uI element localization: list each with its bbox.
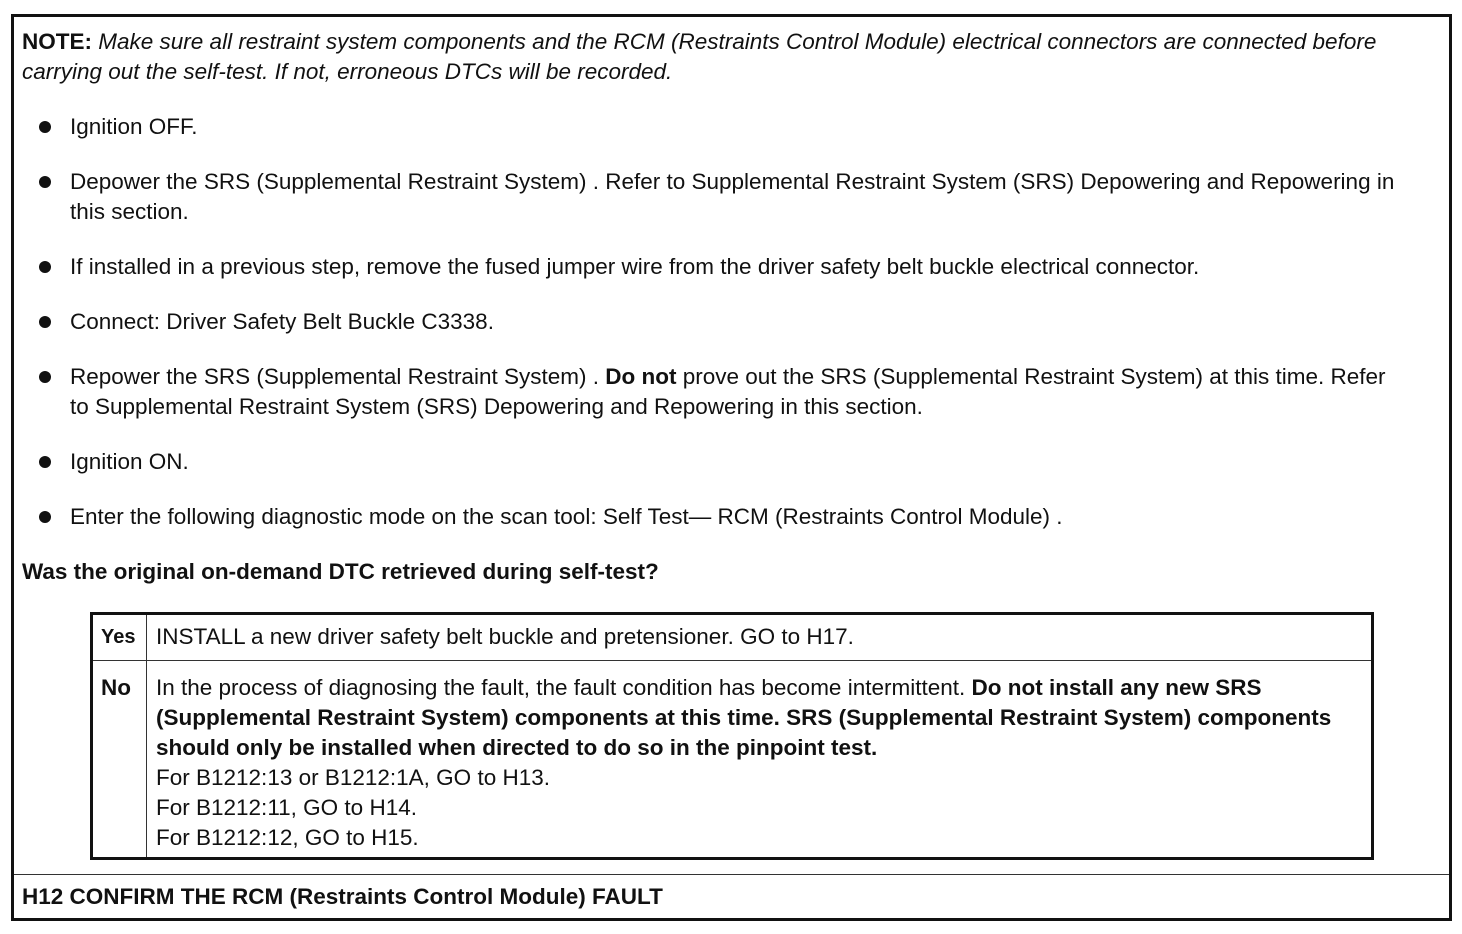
step-text: If installed in a previous step, remove the fused jumper wire from the driver safety belt buckle electrical connector. xyxy=(70,254,1200,279)
bullet-icon xyxy=(39,456,51,468)
step-item xyxy=(70,112,1403,142)
step-text: Ignition OFF. xyxy=(70,114,198,139)
step-item xyxy=(70,307,1403,337)
column-divider xyxy=(146,615,147,857)
answer-no-line: For B1212:13 or B1212:1A, GO to H13. xyxy=(156,765,550,790)
answer-no-label: No xyxy=(101,675,131,700)
step-item xyxy=(70,252,1403,282)
row-divider xyxy=(93,660,1371,661)
answer-no-text xyxy=(156,673,1363,853)
bullet-icon xyxy=(39,121,51,133)
answer-no-intro: In the process of diagnosing the fault, the fault condition has become intermittent. xyxy=(156,675,966,700)
answer-no-line: For B1212:12, GO to H15. xyxy=(156,825,419,850)
step-text-post: prove out the SRS (Supplemental Restraint System) at this time. Refer to Supplemental Restraint System (SRS) Depowering and Repowering in this section. xyxy=(70,364,1386,419)
next-step-heading: H12 CONFIRM THE RCM (Restraints Control Module) FAULT xyxy=(22,884,663,909)
bullet-icon xyxy=(39,176,51,188)
note-label: NOTE: xyxy=(22,29,92,54)
step-text-emphasis: Do not xyxy=(605,364,677,389)
step-text: Connect: Driver Safety Belt Buckle C3338. xyxy=(70,309,494,334)
note-block xyxy=(22,27,1389,87)
bullet-icon xyxy=(39,316,51,328)
answer-yes-label: Yes xyxy=(101,626,136,648)
answer-yes-text: INSTALL a new driver safety belt buckle and pretensioner. GO to H17. xyxy=(156,624,854,649)
step-text-pre: Repower the SRS (Supplemental Restraint System) . xyxy=(70,364,599,389)
note-text: Make sure all restraint system components and the RCM (Restraints Control Module) electrical connectors are connected before carrying out the self-test. If not, erroneous DTCs will be recorded. xyxy=(22,29,1377,84)
step-text: Ignition ON. xyxy=(70,449,189,474)
step-item xyxy=(70,167,1403,227)
bullet-icon xyxy=(39,261,51,273)
footer-divider xyxy=(14,874,1449,875)
step-item xyxy=(70,362,1403,422)
step-text: Depower the SRS (Supplemental Restraint System) . Refer to Supplemental Restraint System (SRS) Depowering and Repowering in this section. xyxy=(70,169,1395,224)
answer-no-line: For B1212:11, GO to H14. xyxy=(156,795,417,820)
procedure-frame xyxy=(11,14,1452,921)
answer-no-paragraph xyxy=(156,673,1363,763)
test-question: Was the original on-demand DTC retrieved during self-test? xyxy=(22,559,659,584)
bullet-icon xyxy=(39,511,51,523)
step-item xyxy=(70,447,1403,477)
answer-table xyxy=(90,612,1374,860)
answer-no-warning: Do not install any new SRS (Supplemental Restraint System) components at this time. SRS (Supplemental Restraint System) components should only be installed when directed to do so in the pinpoint test. xyxy=(156,675,1332,760)
step-item xyxy=(70,502,1403,532)
step-text: Enter the following diagnostic mode on the scan tool: Self Test— RCM (Restraints Control Module) . xyxy=(70,504,1063,529)
bullet-icon xyxy=(39,371,51,383)
